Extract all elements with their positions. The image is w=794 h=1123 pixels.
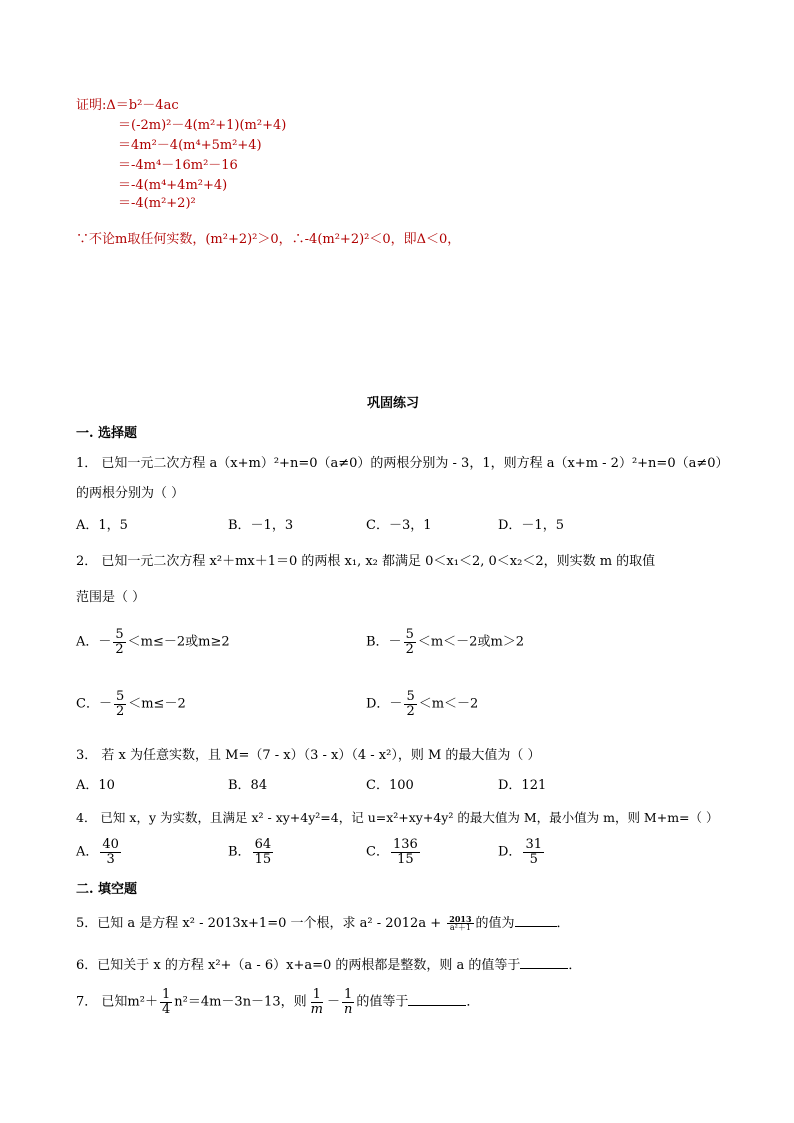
q4-option-a-den: 3 <box>106 851 115 867</box>
q5-line <box>76 914 570 932</box>
q2-option-a-rest: ＜m≤－2或m≥2 <box>127 634 230 650</box>
q4-option-c <box>366 838 422 866</box>
q7-fraction-2-den: m <box>310 1001 323 1017</box>
q4-option-a-label: A． <box>76 844 99 860</box>
q7-fraction-3-den: n <box>343 1001 353 1017</box>
q1-line-1: 1． 已知一元二次方程 a（x+m）²+n=0（a≠0）的两根分别为 - 3，1，则方程 a（x+m - 2）²+n=0（a≠0） <box>76 456 729 471</box>
q4-option-b-fraction <box>253 838 274 866</box>
q1-option-d: D．－1，5 <box>498 518 564 533</box>
q4-option-b-num: 64 <box>254 837 272 852</box>
q2-option-b-fraction <box>404 628 416 656</box>
q2-option-b-rest: ＜m＜－2或m＞2 <box>417 634 525 650</box>
q1-option-a: A．1，5 <box>76 518 128 533</box>
q4-option-d-den: 5 <box>529 851 538 867</box>
proof-line-4: ＝-4m⁴－16m²－16 <box>118 158 238 173</box>
part2-heading: 二. 填空题 <box>76 882 138 897</box>
q2-option-c-label: C．－ <box>76 696 112 712</box>
q2-option-b-den: 2 <box>405 641 414 657</box>
proof-line-6: ＝-4(m²+2)² <box>118 196 196 211</box>
q7-fraction-3-num: 1 <box>344 987 353 1002</box>
q7-text-middle: n²＝4m－3n－13，则 <box>174 994 307 1010</box>
q4-option-a-fraction <box>100 838 121 866</box>
q2-option-a-label: A．－ <box>76 634 112 650</box>
q2-option-b <box>366 628 524 656</box>
q7-text-before: 7． 已知m²＋ <box>76 994 158 1010</box>
q7-line <box>76 988 479 1016</box>
q7-fraction-1-den: 4 <box>161 1001 171 1017</box>
q6-line <box>76 956 581 974</box>
q1-option-c: C．－3，1 <box>366 518 432 533</box>
q5-end: ． <box>556 916 570 931</box>
q4-option-b-label: B． <box>228 844 251 860</box>
q5-text-after: 的值为 <box>475 916 515 931</box>
proof-line-5: ＝-4(m⁴+4m²+4) <box>118 178 228 193</box>
q2-option-a-den: 2 <box>115 641 124 657</box>
q2-option-d <box>366 690 478 718</box>
q2-option-c <box>76 690 186 718</box>
q2-option-a <box>76 628 230 656</box>
q7-text-after: 的值等于 <box>356 994 409 1010</box>
q2-option-c-num: 5 <box>115 689 125 704</box>
q6-end: ． <box>568 958 582 973</box>
q4-line-1: 4． 已知 x，y 为实数，且满足 x² - xy+4y²=4，记 u=x²+xy+4y² 的最大值为 M，最小值为 m，则 M+m=（ ） <box>76 810 719 825</box>
q2-option-d-fraction <box>404 690 416 718</box>
q2-option-b-num: 5 <box>405 627 414 642</box>
proof-line-3: ＝4m²－4(m⁴+5m²+4) <box>118 138 262 153</box>
q7-answer-blank[interactable] <box>408 993 466 1006</box>
q4-option-c-num: 136 <box>392 837 418 852</box>
q2-line-1: 2． 已知一元二次方程 x²＋mx＋1＝0 的两根 x₁, x₂ 都满足 0＜x₁＜2, 0＜x₂＜2，则实数 m 的取值 <box>76 554 656 569</box>
q5-fraction-num: 2013 <box>449 913 472 924</box>
q2-option-c-fraction <box>114 690 126 718</box>
q7-fraction-1 <box>160 988 172 1016</box>
q2-option-c-den: 2 <box>115 703 125 719</box>
q4-option-a-num: 40 <box>102 837 119 852</box>
q2-option-d-label: D．－ <box>366 696 403 712</box>
section-title: 巩固练习 <box>367 396 420 411</box>
q7-minus: － <box>326 994 340 1010</box>
q2-option-d-den: 2 <box>406 703 415 719</box>
q2-line-2: 范围是（ ） <box>76 590 146 605</box>
q4-option-c-den: 15 <box>397 851 414 867</box>
proof-delta-def: Δ＝b²－4ac <box>106 98 179 113</box>
q4-option-d-fraction <box>523 838 544 866</box>
proof-label: 证明: <box>76 98 107 113</box>
q7-fraction-1-num: 1 <box>161 987 171 1002</box>
q1-option-b: B．－1，3 <box>228 518 294 533</box>
q4-option-d-num: 31 <box>525 837 542 852</box>
q3-option-d: D．121 <box>498 778 547 793</box>
q3-option-b: B．84 <box>228 778 268 793</box>
proof-line-2: ＝(-2m)²－4(m²+1)(m²+4) <box>118 118 287 133</box>
part1-heading: 一. 选择题 <box>76 426 138 441</box>
q7-fraction-2-num: 1 <box>312 987 321 1002</box>
q3-option-a: A．10 <box>76 778 115 793</box>
proof-line-1 <box>76 98 179 114</box>
q4-option-d-label: D． <box>498 844 522 860</box>
q6-text-before: 6．已知关于 x 的方程 x²+（a - 6）x+a=0 的两根都是整数，则 a 的值等于 <box>76 958 521 973</box>
q5-answer-blank[interactable] <box>515 914 557 927</box>
q5-text-before: 5．已知 a 是方程 x² - 2013x+1=0 一个根，求 a² - 2012a + <box>76 916 442 931</box>
q4-option-c-fraction <box>391 838 420 866</box>
q3-option-c: C．100 <box>366 778 414 793</box>
q2-option-b-label: B．－ <box>366 634 402 650</box>
q2-option-d-num: 5 <box>406 689 415 704</box>
q4-option-b <box>228 838 275 866</box>
q5-fraction-den: a²＋1 <box>449 923 471 932</box>
q2-option-d-rest: ＜m＜－2 <box>418 696 479 712</box>
q4-option-a <box>76 838 123 866</box>
q2-option-a-num: 5 <box>115 627 124 642</box>
q1-line-2: 的两根分别为（ ） <box>76 486 185 501</box>
q2-option-a-fraction <box>113 628 125 656</box>
q7-fraction-2 <box>309 988 325 1016</box>
q4-option-b-den: 15 <box>254 851 272 867</box>
q4-option-d <box>498 838 546 866</box>
q7-fraction-3 <box>342 988 354 1016</box>
q4-option-c-label: C． <box>366 844 389 860</box>
proof-conclusion: ∵不论m取任何实数，(m²+2)²＞0，∴-4(m²+2)²＜0，即Δ＜0， <box>76 232 461 247</box>
q6-answer-blank[interactable] <box>520 956 568 969</box>
q5-fraction <box>447 915 473 933</box>
q2-option-c-rest: ＜m≤－2 <box>128 696 186 712</box>
q7-end: ． <box>466 994 480 1010</box>
q3-line-1: 3． 若 x 为任意实数，且 M=（7 - x）（3 - x）（4 - x²），则 M 的最大值为（ ） <box>76 748 541 763</box>
